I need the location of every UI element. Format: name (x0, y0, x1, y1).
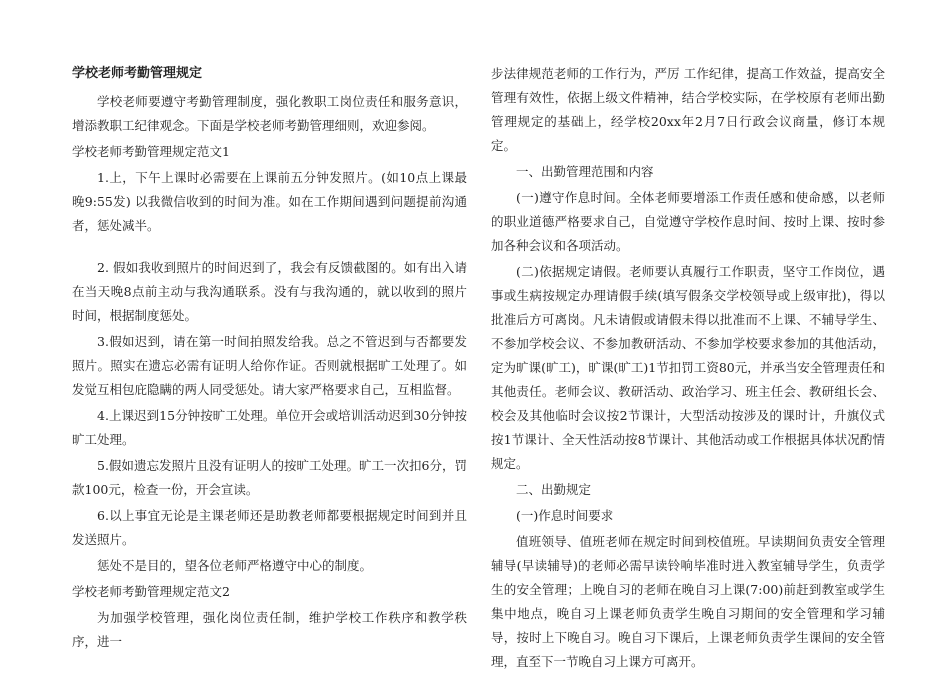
section2-paragraph: 值班领导、值班老师在规定时间到校值班。早读期间负责安全管理辅导(早读辅导)的老师必需早读铃响毕准时进入教室辅导学生，负责学生的安全管理；上晚自习的老师在晚自习上课(7:00)前赶到教室或学生集中地点，晚自习上课老师负责学生晚自习期间的安全管理和学习辅导，按时上下晚自习。晚自习下课后，上课老师负责学生课间的安全管理，直至下一节晚自习上课方可离开。 (491, 534, 885, 669)
intro-paragraph: 学校老师要遵守考勤管理制度，强化教职工岗位责任和服务意识，增添教职工纪律观念。下面是学校老师考勤管理细则，欢迎参阅。 (72, 94, 467, 133)
right-column (491, 62, 885, 676)
section2-heading: 二、出勤规定 (516, 482, 592, 497)
section2-subheading: (一)作息时间要求 (516, 508, 614, 523)
sample2-heading: 学校老师考勤管理规定范文2 (72, 584, 230, 599)
rule-item-3: 3.假如迟到，请在第一时间拍照发给我。总之不管迟到与否都要发照片。照实在遗忘必需有证明人给你作证。否则就根据旷工处理了。如发觉互相包庇隐瞒的两人同受惩处。请大家严格要求自己，互相监督。 (72, 334, 467, 397)
sample2-paragraph-start: 为加强学校管理，强化岗位责任制，维护学校工作秩序和教学秩序，进一 (72, 610, 467, 649)
rule-item-5: 5.假如遗忘发照片且没有证明人的按旷工处理。旷工一次扣6分，罚款100元，检查一份，开会宣读。 (72, 458, 467, 497)
spacer (72, 240, 467, 256)
closing-paragraph: 惩处不是目的，望各位老师严格遵守中心的制度。 (97, 558, 373, 573)
section1-item-b: (二)依据规定请假。老师要认真履行工作职责，坚守工作岗位，遇事或生病按规定办理请假手续(填写假条交学校领导或上级审批)，得以批准后方可离岗。凡未请假或请假未得以批准而不上课、不辅导学生、不参加学校会议、不参加教研活动、不参加学校要求参加的其他活动，定为旷课(旷工)，旷课(旷工)1节扣罚工资80元，并承当安全管理责任和其他责任。老师会议、教研活动、政治学习、班主任会、教研组长会、校会及其他临时会议按2节课计，大型活动按涉及的课时计，升旗仪式按1节课计、全天性活动按8节课计、其他活动或工作根据具体状况酌情规定。 (491, 264, 885, 471)
section1-heading: 一、出勤管理范围和内容 (516, 164, 654, 179)
section1-item-a: (一)遵守作息时间。全体老师要增添工作责任感和使命感，以老师的职业道德严格要求自己，自觉遵守学校作息时间、按时上课、按时参加各种会议和各项活动。 (491, 190, 885, 253)
rule-item-6: 6.以上事宜无论是主课老师还是助教老师都要根据规定时间到并且发送照片。 (72, 508, 467, 547)
rule-item-2: 2. 假如我收到照片的时间迟到了，我会有反馈截图的。如有出入请在当天晚8点前主动与我沟通联系。没有与我沟通的，就以收到的照片时间，根据制度惩处。 (72, 260, 467, 323)
sample1-heading: 学校老师考勤管理规定范文1 (72, 144, 230, 159)
left-column (72, 62, 467, 656)
sample2-paragraph-cont: 步法律规范老师的工作行为，严厉 工作纪律，提高工作效益，提高安全管理有效性，依据上级文件精神，结合学校实际，在学校原有老师出勤管理规定的基础上，经学校20xx年2月7日行政会议商量，修订本规定。 (491, 66, 885, 153)
rule-item-1: 1.上，下午上课时必需要在上课前五分钟发照片。(如10点上课最晚9:55发) 以我微信收到的时间为准。如在工作期间遇到问题提前沟通者，惩处减半。 (72, 170, 467, 233)
rule-item-4: 4.上课迟到15分钟按旷工处理。单位开会或培训活动迟到30分钟按旷工处理。 (72, 408, 467, 447)
document-title: 学校老师考勤管理规定 (72, 66, 203, 81)
